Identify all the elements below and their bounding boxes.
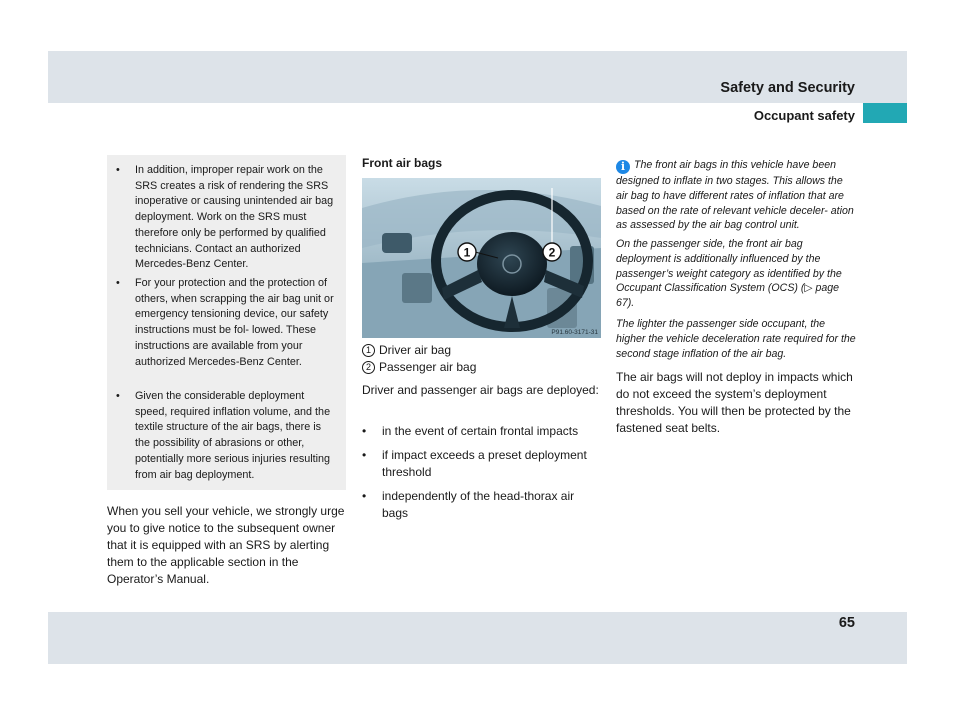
deployment-intro: Driver and passenger air bags are deployed:	[362, 383, 599, 397]
no-deploy-paragraph: The air bags will not deploy in impacts which do not exceed the system’s deployment thresholds. You will then be protected by the fastened seat belts.	[616, 370, 853, 435]
legend-label: Driver air bag	[379, 343, 452, 357]
circled-number: 1	[362, 344, 375, 357]
section-title: Safety and Security	[720, 80, 855, 96]
subsection-title: Occupant safety	[753, 108, 855, 123]
bullet-icon: •	[362, 489, 367, 503]
warning-item-text: In addition, improper repair work on the SRS creates a risk of rendering the SRS inoperative or causing unintended air bag deployment. Work on the SRS must therefore only be performed by qualified technicians. Contact an authorized Mercedes-Benz Center.	[135, 164, 334, 271]
warning-item	[116, 389, 339, 483]
sell-vehicle-paragraph: When you sell your vehicle, we strongly urge you to give notice to the subsequent owner that it is equipped with an SRS by alerting them to the applicable section in the Operator’s Manual.	[107, 504, 345, 586]
warning-item	[116, 276, 339, 370]
bullet-text: independently of the head-thorax air bags	[382, 489, 575, 520]
bullet-text: in the event of certain frontal impacts	[382, 424, 579, 438]
warning-item	[116, 163, 339, 273]
legend-driver-airbag	[362, 342, 451, 358]
warning-item-text: Given the considerable deployment speed, required inflation volume, and the textile structure of the air bags, there is the possibility of abrasions or other, potentially more serious injuries resulting from air bag deployment.	[135, 390, 331, 481]
circled-number: 2	[362, 361, 375, 374]
deployment-bullet	[362, 488, 602, 522]
deployment-bullet	[362, 423, 602, 440]
bullet-icon: •	[116, 390, 120, 402]
deployment-bullet	[362, 447, 602, 481]
callout-2: 2	[548, 245, 556, 260]
bullet-icon: •	[116, 164, 120, 176]
steering-wheel-airbag-photo	[362, 178, 601, 338]
bullet-icon: •	[362, 424, 367, 438]
callout-1: 1	[463, 245, 471, 260]
info-paragraph	[616, 158, 857, 233]
info-paragraph: On the passenger side, the front air bag deployment is additionally influenced by the passenger’s weight category as identified by the Occupant Classification System (OCS) (▷ page 67).	[616, 238, 842, 310]
footer-band	[48, 612, 907, 664]
image-code: P91.60-3171-31	[551, 329, 598, 336]
front-airbags-heading: Front air bags	[362, 156, 443, 170]
legend-label: Passenger air bag	[379, 360, 477, 374]
legend-passenger-airbag	[362, 359, 476, 375]
info-paragraph-text: The front air bags in this vehicle have been designed to inflate in two stages. This allows the air bag to have different rates of inflation that are based on the rate of relevant vehicle deceler- ation as assessed by the air bag control unit.	[616, 159, 854, 232]
info-paragraph: The lighter the passenger side occupant, the higher the vehicle deceleration rate required for the second stage inflation of the air bag.	[616, 318, 856, 360]
bullet-icon: •	[116, 277, 120, 289]
section-tab-marker	[863, 103, 907, 123]
warning-box	[107, 155, 346, 490]
bullet-icon: •	[362, 448, 367, 462]
bullet-text: if impact exceeds a preset deployment threshold	[382, 448, 587, 479]
page-number: 65	[838, 615, 855, 631]
info-icon	[616, 160, 630, 174]
warning-item-text: For your protection and the protection of others, when scrapping the air bag unit or emergency tensioning device, our safety instructions must be fol- lowed. These instructions are available from your authorized Mercedes-Benz Center.	[135, 277, 334, 368]
